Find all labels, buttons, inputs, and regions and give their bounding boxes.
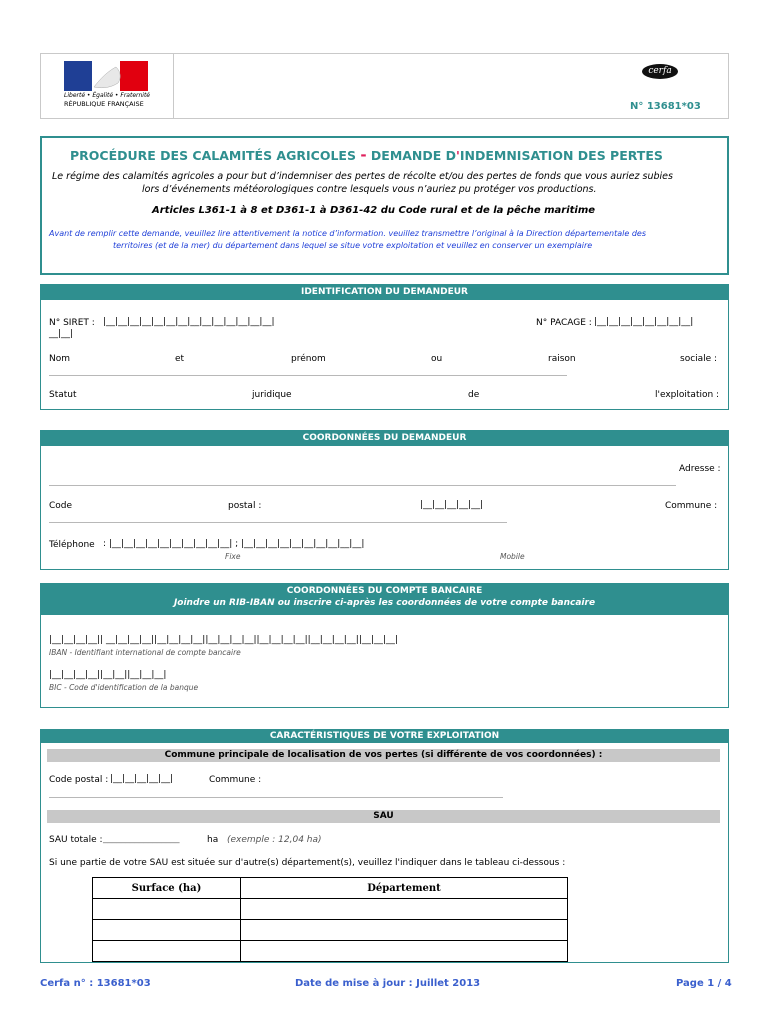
intro-line-1: Le régime des calamités agricoles a pour but d’indemniser des pertes de récolte et/ou des pertes de fonds que vous auriez subies xyxy=(52,171,673,182)
exploitation-cp-input[interactable]: |__|__|__|__|__| xyxy=(110,774,174,784)
sau-exemple: (exemple : 12,04 ha) xyxy=(227,835,322,845)
exploitation-band: CARACTÉRISTIQUES DE VOTRE EXPLOITATION xyxy=(40,729,729,743)
bic-input[interactable]: |__|__|__|__||__|__||__|__|__| xyxy=(49,670,167,680)
nom-input-line[interactable] xyxy=(49,375,567,376)
marianne-logo xyxy=(64,61,148,91)
label-raison: raison xyxy=(548,354,576,364)
sau-ha-label: ha xyxy=(207,835,219,845)
adresse-input-line[interactable] xyxy=(49,485,676,486)
departement-header: Département xyxy=(241,878,568,899)
label-et: et xyxy=(175,354,185,364)
coordonnees-section xyxy=(40,430,729,570)
page-title: PROCÉDURE DES CALAMITÉS AGRICOLES - DEMANDE D'INDEMNISATION DES PERTES xyxy=(70,146,663,164)
siret-input-continued[interactable]: __|__| xyxy=(49,329,74,339)
bic-label: BIC - Code d'identification de la banque xyxy=(49,683,199,692)
label-fixe: Fixe xyxy=(225,552,241,561)
label-sociale: sociale : xyxy=(680,354,718,364)
iban-input[interactable]: |__|__|__|__|| __|__|__|__||__|__|__|__||__|__|__|__||__|__|__|__||__|__|__|__||__|__|__| xyxy=(49,635,398,645)
republic-motto: Liberté • Égalité • Fraternité xyxy=(64,92,151,99)
label-commune: Commune : xyxy=(665,501,718,511)
surface-cell[interactable] xyxy=(93,899,241,920)
sau-totale-label: SAU totale : xyxy=(49,835,103,845)
telephone-input[interactable]: : |__|__|__|__|__|__|__|__|__|__| ; |__|__|__|__|__|__|__|__|__|__| xyxy=(103,539,365,549)
sau-totale-input[interactable]: _________________ xyxy=(103,834,180,844)
label-prenom: prénom xyxy=(291,354,326,364)
notice-line-2: territoires (et de la mer) du département dans lequel se situe votre exploitation et veuillez en conserver un exemplaire xyxy=(113,241,593,250)
label-nom: Nom xyxy=(49,354,71,364)
label-ou: ou xyxy=(431,354,443,364)
table-row xyxy=(93,941,568,962)
coordonnees-band: COORDONNÉES DU DEMANDEUR xyxy=(40,430,729,446)
siret-input[interactable]: |__|__|__|__|__|__|__|__|__|__|__|__|__|__| xyxy=(103,317,275,327)
identification-band: IDENTIFICATION DU DEMANDEUR xyxy=(40,284,729,300)
label-postal: postal : xyxy=(228,501,262,511)
form-number: N° 13681*03 xyxy=(630,101,701,112)
label-juridique: juridique xyxy=(252,390,292,400)
table-row xyxy=(93,920,568,941)
articles-reference: Articles L361-1 à 8 et D361-1 à D361-42 du Code rural et de la pêche maritime xyxy=(152,205,596,216)
surface-header: Surface (ha) xyxy=(93,878,241,899)
notice-line-1: Avant de remplir cette demande, veuillez lire attentivement la notice d’information. veuillez transmettre l’original à la Direction départementale des xyxy=(49,229,647,238)
label-statut: Statut xyxy=(49,390,77,400)
pacage-input[interactable]: |__|__|__|__|__|__|__|__| xyxy=(594,317,694,327)
commune-input-line[interactable] xyxy=(49,522,507,523)
iban-label: IBAN - Identifiant international de compte bancaire xyxy=(49,648,241,657)
label-telephone: Téléphone xyxy=(49,540,95,550)
label-code: Code xyxy=(49,501,73,511)
identification-section xyxy=(40,284,729,410)
surface-cell[interactable] xyxy=(93,941,241,962)
label-mobile: Mobile xyxy=(500,552,525,561)
bancaire-subtitle: Joindre un RIB-IBAN ou inscrire ci-après les coordonnées de votre compte bancaire xyxy=(173,598,596,608)
surface-table xyxy=(92,877,568,962)
label-adresse: Adresse : xyxy=(679,464,721,474)
departement-cell[interactable] xyxy=(241,920,568,941)
intro-line-2: lors d’événements météorologiques contre lesquels vous n’auriez pu protéger vos productions. xyxy=(142,184,597,195)
exploitation-commune-line[interactable] xyxy=(49,797,503,798)
surface-cell[interactable] xyxy=(93,920,241,941)
sau-band: SAU xyxy=(47,810,720,823)
commune-principale-band: Commune principale de localisation de vos pertes (si différente de vos coordonnées) : xyxy=(47,749,720,762)
bancaire-band xyxy=(40,583,729,615)
label-exploitation: l'exploitation : xyxy=(655,390,720,400)
label-de: de xyxy=(468,390,480,400)
bancaire-title: COORDONNÉES DU COMPTE BANCAIRE xyxy=(286,586,483,596)
code-postal-input[interactable]: |__|__|__|__|__| xyxy=(420,500,484,510)
republic-name: RÉPUBLIQUE FRANÇAISE xyxy=(64,100,144,108)
departement-cell[interactable] xyxy=(241,941,568,962)
sau-partie-text: Si une partie de votre SAU est située sur d'autre(s) département(s), veuillez l'indiquer dans le tableau ci-dessous : xyxy=(49,858,566,868)
departement-cell[interactable] xyxy=(241,899,568,920)
header-divider xyxy=(173,53,174,119)
footer-page: Page 1 / 4 xyxy=(676,978,732,989)
table-row xyxy=(93,899,568,920)
cerfa-logo: cerfa xyxy=(642,64,678,79)
siret-label: N° SIRET : xyxy=(49,318,95,328)
pacage-label: N° PACAGE : xyxy=(536,318,592,328)
exploitation-cp-label: Code postal : xyxy=(49,775,109,785)
exploitation-commune-label: Commune : xyxy=(209,775,262,785)
footer-date: Date de mise à jour : Juillet 2013 xyxy=(295,978,481,989)
footer-cerfa: Cerfa n° : 13681*03 xyxy=(40,978,151,989)
